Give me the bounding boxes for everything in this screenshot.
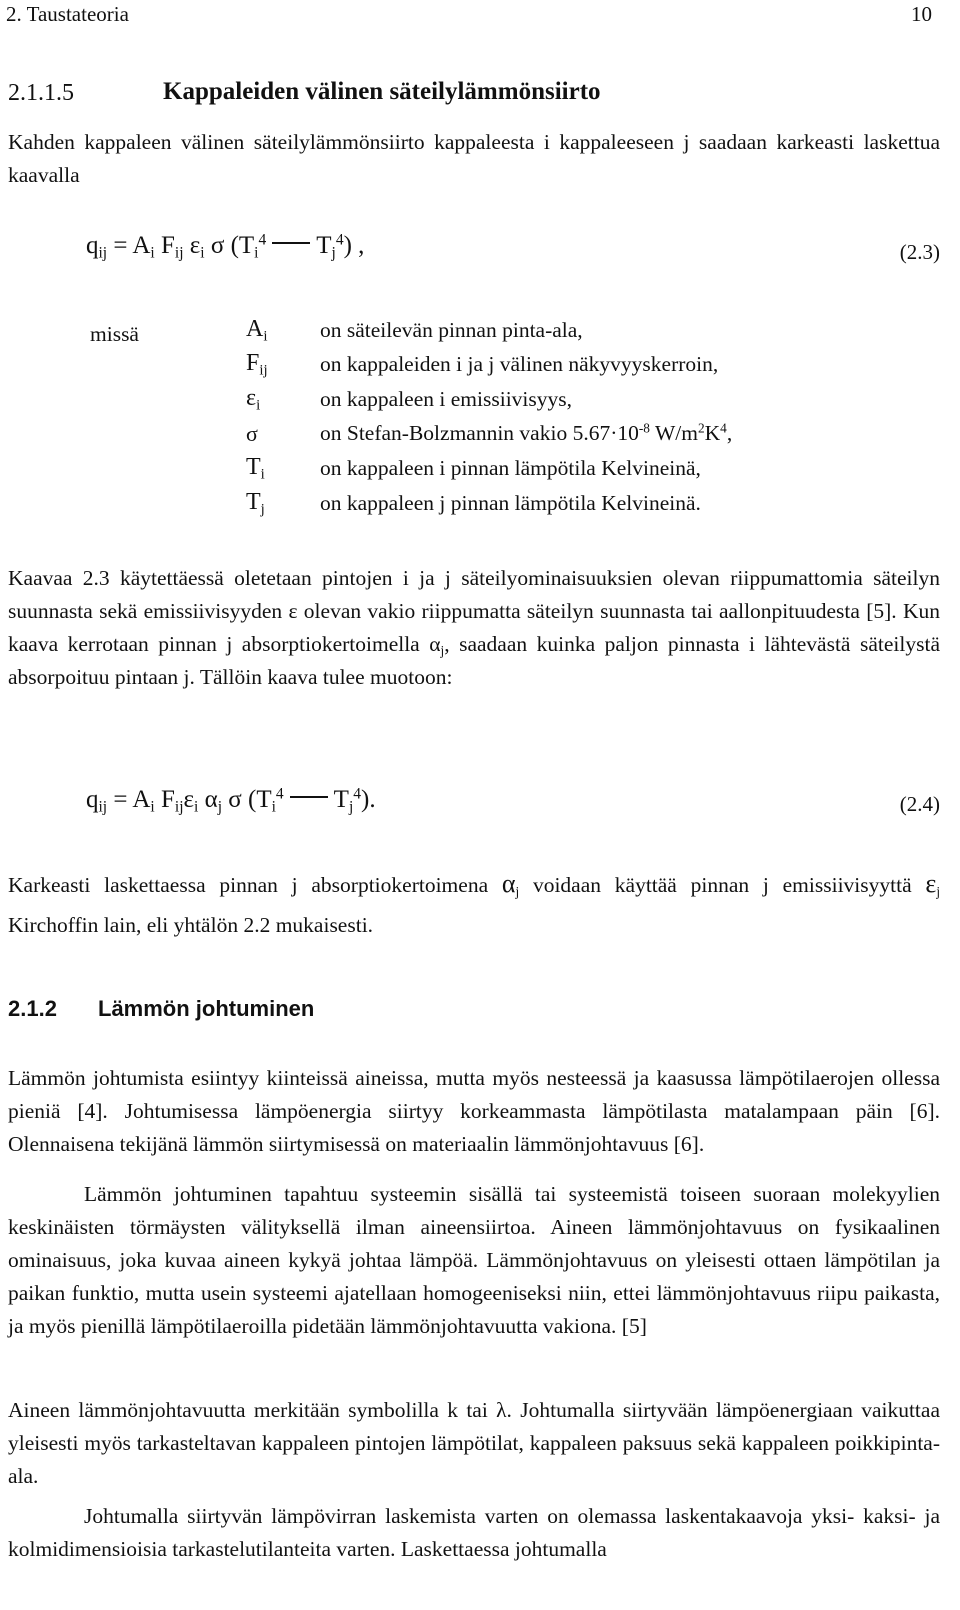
subsection-number: 2.1.2 [8,996,57,1021]
paragraph-johtuminen-1: Lämmön johtumista esiintyy kiinteissä aineissa, mutta myös nesteessä ja kaasussa lämpötilaerojen ollessa pieniä [4]. Johtumisessa lämpöenergia siirtyy korkeammasta lämpötilasta matalampaan päin [6]. Olennaisena tekijänä lämmön siirtymisessä on materiaalin lämmönjohtavuus [6]. [8,1066,940,1156]
where-description: on säteilevän pinnan pinta-ala, [320,318,583,342]
where-symbol: $T_j$ [246,489,265,518]
minus-sign [290,796,328,798]
where-description: on kappaleen i emissiivisyys, [320,387,572,411]
running-header-chapter: 2. Taustateoria [6,2,129,26]
where-symbol: $\varepsilon_i$ [246,385,261,414]
section-intro-paragraph: Kahden kappaleen välinen säteilylämmönsiirto kappaleesta i kappaleeseen j saadaan karkeasti laskettua kaavalla [8,130,940,187]
where-description: on kappaleen i pinnan lämpötila Kelvineinä, [320,456,701,480]
where-symbol: $T_i$ [246,454,265,483]
paragraph-johtuminen-3: Aineen lämmönjohtavuutta merkitään symbolilla k tai λ. Johtumalla siirtyvään lämpöenergiaan vaikuttaa yleisesti myös tarkasteltavan kappaleen pintojen lämpötilat, kappaleen paksuus sekä kappaleen poikkipinta-ala. [8,1398,940,1488]
section-number: 2.1.1.5 [8,80,74,106]
paragraph-johtuminen-2: Lämmön johtuminen tapahtuu systeemin sisällä tai systeemistä toiseen suoraan molekyylien keskinäisten törmäysten välityksellä ilman aineensiirtoa. Aineen lämmönjohtavuus on fysikaalinen ominaisuus, joka kuvaa aineen kykyä johtaa lämpöä. Lämmönjohtavuus on yleisesti ottaen lämpötilan ja paikan funktio, mutta usein systeemi ajatellaan homogeeniseksi niin, ettei lämmönjohtavuus riipu paikasta, ja myös pienillä lämpötilaeroilla pidetään lämmönjohtavuutta vakiona. [5] [8,1182,940,1338]
page-number: 10 [911,2,932,26]
subsection-title: Lämmön johtuminen [98,996,315,1021]
where-symbol: σ [246,421,258,446]
where-description: on Stefan-Bolzmannin vakio $5.67\cdot 10^{-8}$ $W/m^2K^4$, [320,420,733,445]
minus-sign [272,242,310,244]
paragraph-kaavaa: Kaavaa 2.3 käytettäessä oletetaan pintojen i ja j säteilyominaisuuksien olevan riippumattomia säteilyn suunnasta sekä emissiivisyyden ε olevan vakio riippumatta säteilyn suunnasta tai aallonpituudesta [5]. Kun kaava kerrotaan pinnan j absorptiokertoimella $\alpha_j$, saadaan kuinka paljon pinnasta i lähtevästä säteilystä absorpoituu pintaan j. Tällöin kaava tulee muotoon: [8,566,940,689]
equation-2-3: $q_{ij} = A_i$ $F_{ij}$ $\varepsilon_i$ σ ($T_i^4$ $T_j^4$) , [86,231,365,262]
where-description: on kappaleen j pinnan lämpötila Kelvineinä. [320,491,701,515]
paragraph-karkeasti: Karkeasti laskettaessa pinnan j absorptiokertoimena $\alpha_j$ voidaan käyttää pinnan j emissiivisyyttä $\varepsilon_j$ Kirchoffin lain, eli yhtälön 2.2 mukaisesti. [8,869,941,937]
section-title: Kappaleiden välinen säteilylämmönsiirto [163,78,601,105]
paragraph-johtuminen-4: Johtumalla siirtyvän lämpövirran laskemista varten on olemassa laskentakaavoja yksi- kaksi- ja kolmidimensioisia tarkastelutilanteita varten. Laskettaessa johtumalla [8,1504,940,1561]
where-symbol: $A_i$ [246,316,268,345]
equation-2-4: $q_{ij} = A_i$ $F_{ij}\varepsilon_i$ $\alpha_j$ σ ($T_i^4$ $T_j^4$). [86,785,376,816]
where-description: on kappaleiden i ja j välinen näkyvyyskerroin, [320,352,719,376]
equation-number-2-4: (2.4) [899,792,940,816]
where-symbol: $F_{ij}$ [246,350,268,379]
equation-number-2-3: (2.3) [899,240,940,264]
where-label: missä [90,322,139,346]
